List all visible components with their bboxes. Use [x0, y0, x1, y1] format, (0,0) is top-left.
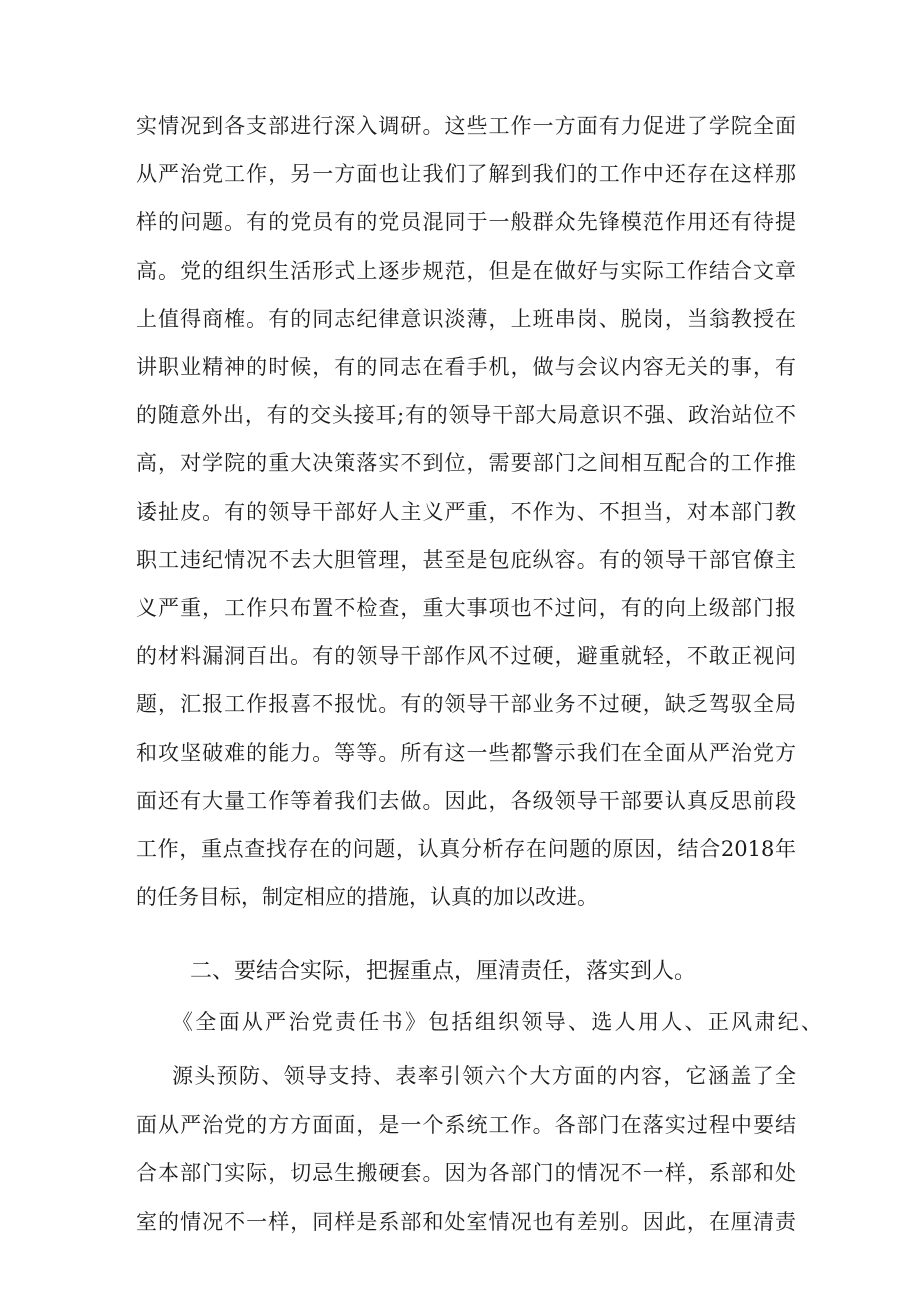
paragraph-1-line: 诿扯皮。有的领导干部好人主义严重，不作为、不担当，对本部门教	[136, 499, 796, 524]
paragraph-1-line: 高。党的组织生活形式上逐步规范，但是在做好与实际工作结合文章	[136, 258, 796, 283]
paragraph-1-line: 实情况到各支部进行深入调研。这些工作一方面有力促进了学院全面	[136, 114, 796, 138]
paragraph-1-line: 上值得商榷。有的同志纪律意识淡薄，上班串岗、脱岗，当翁教授在	[136, 306, 796, 331]
paragraph-2-first-line: 《全面从严治党责任书》包括组织领导、选人用人、正风肃纪、	[172, 1010, 822, 1034]
paragraph-2-line: 合本部门实际，切忌生搬硬套。因为各部门的情况不一样，系部和处	[136, 1161, 796, 1185]
paragraph-1-line: 和攻坚破难的能力。等等。所有这一些都警示我们在全面从严治党方	[136, 740, 796, 765]
paragraph-2-line: 室的情况不一样，同样是系部和处室情况也有差别。因此，在厘清责	[136, 1209, 796, 1234]
paragraph-1-line: 职工违纪情况不去大胆管理，甚至是包庇纵容。有的领导干部官僚主	[136, 547, 796, 572]
paragraph-1-line: 题，汇报工作报喜不报忧。有的领导干部业务不过硬，缺乏驾驭全局	[136, 692, 796, 717]
paragraph-1-line: 高，对学院的重大决策落实不到位，需要部门之间相互配合的工作推	[136, 451, 796, 476]
section-heading: 二、要结合实际，把握重点，厘清责任，落实到人。	[190, 959, 697, 984]
paragraph-1-line: 的随意外出，有的交头接耳;有的领导干部大局意识不强、政治站位不	[136, 403, 796, 428]
paragraph-1-line: 工作，重点查找存在的问题，认真分析存在问题的原因，结合2018年	[136, 837, 796, 861]
paragraph-1-line: 讲职业精神的时候，有的同志在看手机，做与会议内容无关的事，有	[136, 355, 796, 379]
paragraph-1-line: 义严重，工作只布置不检查，重大事项也不过问，有的向上级部门报	[136, 596, 796, 620]
paragraph-1-line: 的材料漏洞百出。有的领导干部作风不过硬，避重就轻，不敢正视问	[136, 644, 796, 669]
paragraph-1-line: 样的问题。有的党员有的党员混同于一般群众先锋模范作用还有待提	[136, 210, 796, 235]
paragraph-2-line: 源头预防、领导支持、表率引领六个大方面的内容，它涵盖了全	[172, 1064, 796, 1088]
paragraph-2-line: 面从严治党的方方面面，是一个系统工作。各部门在落实过程中要结	[136, 1112, 796, 1137]
paragraph-1-line: 的任务目标，制定相应的措施，认真的加以改进。	[136, 885, 598, 910]
paragraph-1-line: 面还有大量工作等着我们去做。因此，各级领导干部要认真反思前段	[136, 788, 796, 813]
paragraph-1-line: 从严治党工作，另一方面也让我们了解到我们的工作中还存在这样那	[136, 162, 796, 187]
